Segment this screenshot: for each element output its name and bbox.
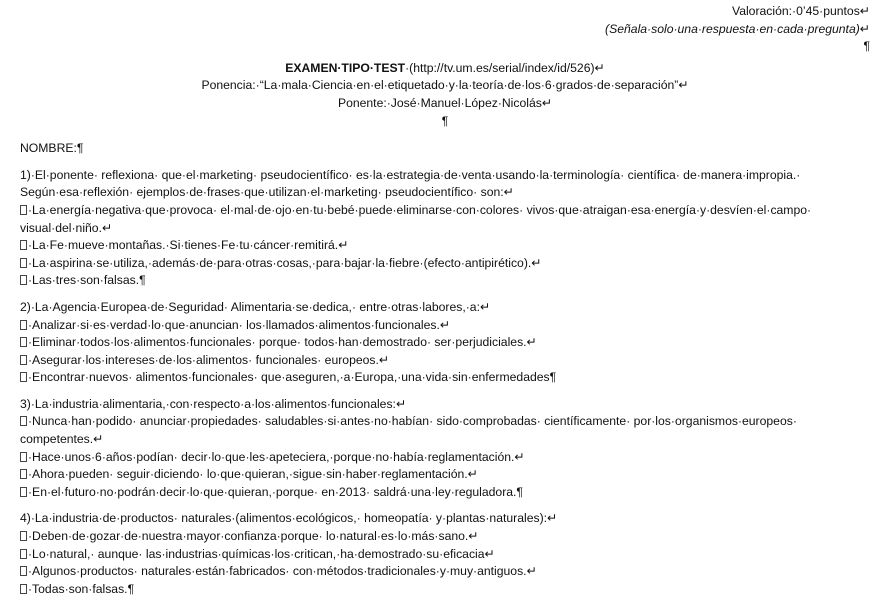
exam-title-url[interactable]: ·(http://tv.um.es/serial/index/id/526)↵ — [405, 60, 605, 75]
exam-title — [20, 60, 870, 78]
pilcrow-mark: ¶ — [441, 113, 449, 128]
instruction-line: (Señala·solo·una·respuesta·en·cada·pregunta)↵ — [605, 21, 870, 36]
option-item-continued: competentes.↵ — [20, 432, 104, 447]
option-item[interactable]: ·La·Fe·mueve·montañas.·Si·tienes·Fe·tu·cáncer·remitirá.↵ — [20, 237, 870, 255]
question-text: 3)·La·industria·alimentaria,·con·respecto·a·los·alimentos·funcionales:↵ — [20, 396, 407, 411]
checkbox-icon[interactable] — [20, 275, 27, 285]
option-item[interactable]: ·Las·tres·son·falsas.¶ — [20, 272, 870, 290]
option-item[interactable]: ·Nunca·han·podido· anunciar·propiedades· saludables·si·antes·no·habían· sido·comprobadas· científicamente· por·los·organismos·europeos· — [20, 413, 870, 431]
checkbox-icon[interactable] — [20, 416, 27, 426]
pilcrow-mark: ¶ — [863, 39, 870, 54]
option-item[interactable]: ·Lo·natural,· aunque· las·industrias·químicas·los·critican,·ha·demostrado·su·eficacia↵ — [20, 546, 870, 564]
question-4 — [20, 510, 870, 598]
option-item[interactable]: ·Hace·unos·6·años·podían· decir·lo·que·les·apeteciera,·porque·no·había·reglamentación.↵ — [20, 449, 870, 467]
question-text: 1)·El·ponente· reflexiona· que·el·marketing· pseudocientífico· es·la·estrategia·de·venta·usando·la·terminología· científica· de·manera·impropia.· — [20, 167, 801, 182]
checkbox-icon[interactable] — [20, 469, 27, 479]
ponente-line: Ponente:·José·Manuel·López·Nicolás↵ — [337, 95, 553, 110]
option-item[interactable]: ·La·aspirina·se·utiliza,·además·de·para·otras·cosas,·para·bajar·la·fiebre·(efecto·antipirético).↵ — [20, 255, 870, 273]
option-item[interactable]: ·Deben·de·gozar·de·nuestra·mayor·confianza·porque· lo·natural·es·lo·más·sano.↵ — [20, 528, 870, 546]
question-text-continued: Según·esa·reflexión· ejemplos·de·frases·que·utilizan·el·marketing· pseudocientífico· son:↵ — [20, 185, 514, 200]
question-2 — [20, 299, 870, 387]
checkbox-icon[interactable] — [20, 337, 27, 347]
checkbox-icon[interactable] — [20, 452, 27, 462]
exam-title-bold: EXAMEN·TIPO·TEST — [285, 60, 406, 75]
question-text: 2)·La·Agencia·Europea·de·Seguridad· Alimentaria·se·dedica,· entre·otras·labores,·a:↵ — [20, 299, 491, 314]
option-item[interactable]: ·La·energía·negativa·que·provoca· el·mal·de·ojo·en·tu·bebé·puede·eliminarse·con·colores· vivos·que·atraigan·esa·energía·y·desvíen·el·campo· — [20, 202, 870, 220]
question-text: 4)·La·industria·de·productos· naturales·(alimentos·ecológicos,· homeopatía· y·plantas·naturales):↵ — [20, 511, 558, 526]
ponencia-line: Ponencia:·“La·mala·Ciencia·en·el·etiquetado·y·la·teoría·de·los·6·grados·de·separación”↵ — [201, 78, 689, 93]
checkbox-icon[interactable] — [20, 372, 27, 382]
option-item[interactable]: ·Algunos·productos· naturales·están·fabricados· con·métodos·tradicionales·y·muy·antiguos.↵ — [20, 563, 870, 581]
checkbox-icon[interactable] — [20, 355, 27, 365]
option-item[interactable]: ·Analizar·si·es·verdad·lo·que·anuncian· los·llamados·alimentos·funcionales.↵ — [20, 317, 870, 335]
checkbox-icon[interactable] — [20, 566, 27, 576]
checkbox-icon[interactable] — [20, 258, 27, 268]
checkbox-icon[interactable] — [20, 531, 27, 541]
valoracion-line: Valoración:·0’45·puntos↵ — [731, 4, 870, 18]
option-item[interactable]: ·Todas·son·falsas.¶ — [20, 581, 870, 599]
checkbox-icon[interactable] — [20, 549, 27, 559]
option-item[interactable]: ·En·el·futuro·no·podrán·decir·lo·que·quieran,·porque· en·2013· saldrá·una·ley·reguladora.¶ — [20, 484, 870, 502]
option-item-continued: visual·del·niño.↵ — [20, 220, 113, 235]
checkbox-icon[interactable] — [20, 240, 27, 250]
option-item[interactable]: ·Eliminar·todos·los·alimentos·funcionales· porque· todos·han·demostrado· ser·perjudiciales.↵ — [20, 334, 870, 352]
checkbox-icon[interactable] — [20, 487, 27, 497]
option-item[interactable]: ·Encontrar·nuevos· alimentos·funcionales· que·aseguren,·a·Europa,·una·vida·sin·enfermedades¶ — [20, 369, 870, 387]
option-item[interactable]: ·Ahora·pueden· seguir·diciendo· lo·que·quieran,·sigue·sin·haber·reglamentación.↵ — [20, 466, 870, 484]
checkbox-icon[interactable] — [20, 584, 27, 594]
question-3 — [20, 396, 870, 502]
question-1 — [20, 167, 870, 290]
checkbox-icon[interactable] — [20, 320, 27, 330]
document-page — [20, 3, 870, 598]
checkbox-icon[interactable] — [20, 205, 27, 215]
option-item[interactable]: ·Asegurar·los·intereses·de·los·alimentos· funcionales· europeos.↵ — [20, 352, 870, 370]
nombre-field[interactable]: NOMBRE:¶ — [20, 141, 84, 156]
